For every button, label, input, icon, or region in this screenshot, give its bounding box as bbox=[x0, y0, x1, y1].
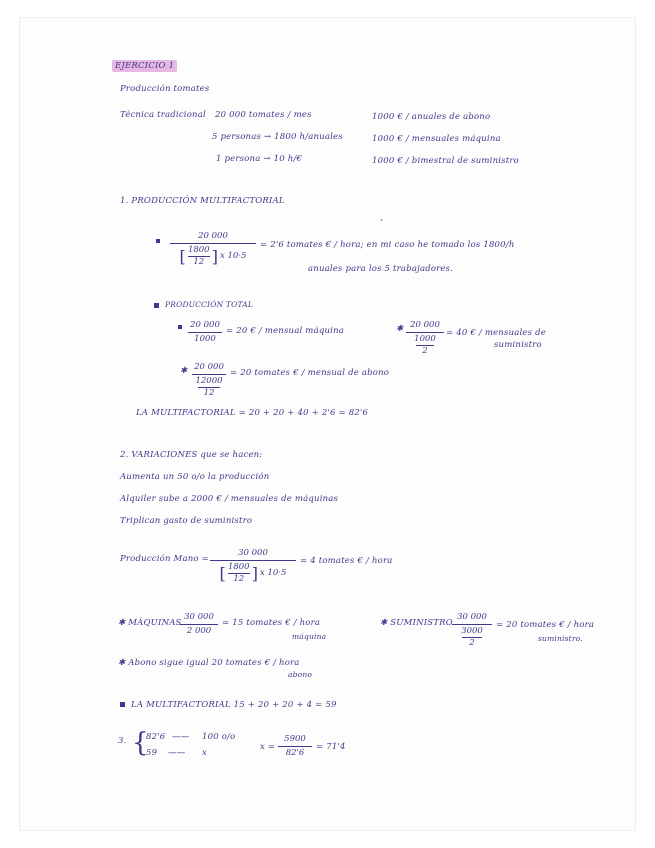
section2-title: 2. VARIACIONES que se hacen: bbox=[120, 450, 263, 460]
section3-brace: { bbox=[132, 728, 149, 758]
section1-bracket-den: 12 bbox=[193, 257, 205, 267]
section2-v3: Triplican gasto de suministro bbox=[120, 516, 253, 526]
section1-bullet bbox=[156, 236, 166, 246]
total-sum-result2: suministro bbox=[494, 340, 542, 350]
exercise-label: EJERCICIO 1 bbox=[112, 60, 177, 72]
section3-x-label: x = bbox=[260, 742, 276, 752]
section2-prod-result: = 4 tomates € / hora bbox=[300, 556, 393, 566]
total-sum-den-bot: 2 bbox=[422, 346, 428, 356]
intro-title: Producción tomates bbox=[120, 84, 210, 94]
total-multifactorial: LA MULTIFACTORIAL = 20 + 20 + 40 + 2'6 = 82'6 bbox=[136, 408, 369, 418]
section3-x-fraction bbox=[278, 734, 312, 759]
total-sum-result: = 40 € / mensuales de bbox=[446, 328, 546, 338]
total-abono-num: 20 000 bbox=[194, 362, 224, 372]
total-abono-den-top: 12000 bbox=[195, 376, 223, 386]
total-title: PRODUCCIÓN TOTAL bbox=[154, 300, 253, 309]
section3-num: 3. bbox=[118, 736, 127, 746]
section2-maq-result2: máquina bbox=[292, 632, 327, 641]
section1-result: = 2'6 tomates € / hora; en mi caso he tomado los 1800/h bbox=[260, 240, 515, 250]
section2-maq-num: 30 000 bbox=[184, 612, 214, 622]
section2-sum-fraction bbox=[452, 612, 492, 649]
section2-sum-result: = 20 tomates € / hora bbox=[496, 620, 595, 630]
intro-line3: 1 persona → 10 h/€ bbox=[216, 154, 303, 164]
section2-abono-line: ✱ Abono sigue igual 20 tomates € / hora bbox=[118, 658, 300, 668]
section2-prod-bracket-num: 1800 bbox=[227, 562, 250, 572]
section3-x-num: 5900 bbox=[284, 734, 306, 744]
section2-sum-den-bot: 2 bbox=[469, 638, 475, 648]
intro-tecnica: Técnica tradicional bbox=[120, 110, 206, 120]
section2-maq-fraction bbox=[180, 612, 218, 637]
total-abono-result: = 20 tomates € / mensual de abono bbox=[230, 368, 390, 378]
section2-v2: Alquiler sube a 2000 € / mensuales de máquinas bbox=[120, 494, 339, 504]
section3-row1-b: 100 o/o bbox=[202, 732, 236, 742]
intro-cost2: 1000 € / mensuales máquina bbox=[372, 134, 501, 144]
total-maq-den: 1000 bbox=[194, 334, 216, 344]
section1-bracket-tail: x 10·5 bbox=[220, 251, 247, 261]
section1-frac-den: [ 1800 12 ] x 10·5 bbox=[179, 245, 247, 267]
intro-line2: 5 personas → 1800 h/anuales bbox=[212, 132, 343, 142]
intro-cost1: 1000 € / anuales de abono bbox=[372, 112, 491, 122]
section2-maq-den: 2 000 bbox=[186, 626, 212, 636]
section3-x-den: 82'6 bbox=[285, 748, 305, 758]
total-abono-fraction bbox=[192, 362, 226, 399]
section1-bracket-num: 1800 bbox=[187, 245, 210, 255]
total-sum-den-top: 1000 bbox=[414, 334, 436, 344]
total-sum-bullet: ✱ bbox=[396, 324, 404, 334]
total-maq-bullet bbox=[178, 322, 188, 332]
intro-line1: 20 000 tomates / mes bbox=[215, 110, 312, 120]
section2-multifactorial: LA MULTIFACTORIAL 15 + 20 + 20 + 4 = 59 bbox=[120, 700, 337, 710]
section3-x-result: = 71'4 bbox=[316, 742, 346, 752]
section1-title: 1. PRODUCCIÓN MULTIFACTORIAL bbox=[120, 196, 285, 206]
section3-row2-a: 59 bbox=[146, 748, 158, 758]
section3-row2-dash: —— bbox=[168, 748, 186, 758]
section2-prod-label: Producción Mano = bbox=[120, 554, 209, 564]
section1-mark: ’ bbox=[380, 218, 383, 228]
paper-sheet bbox=[20, 18, 635, 830]
section2-sum-den-top: 3000 bbox=[461, 626, 483, 636]
section2-prod-fraction: 30 000 [ 1800 12 ] x 10·5 bbox=[210, 548, 296, 585]
section2-maq-label: ✱ MÁQUINAS bbox=[118, 618, 182, 628]
total-maq-result: = 20 € / mensual máquina bbox=[226, 326, 345, 336]
section3-row1-dash: —— bbox=[172, 732, 190, 742]
section3-row2-b: x bbox=[202, 748, 207, 758]
section2-sum-result2: suministro. bbox=[538, 634, 583, 643]
total-abono-den-bot: 12 bbox=[203, 388, 215, 398]
total-maq-fraction bbox=[188, 320, 222, 345]
total-sum-num: 20 000 bbox=[410, 320, 440, 330]
section1-frac-num: 20 000 bbox=[198, 231, 228, 241]
section2-sum-num: 30 000 bbox=[457, 612, 487, 622]
section2-prod-num: 30 000 bbox=[238, 548, 268, 558]
section3-row1-a: 82'6 bbox=[146, 732, 166, 742]
section2-v1: Aumenta un 50 o/o la producción bbox=[120, 472, 270, 482]
section1-result2: anuales para los 5 trabajadores. bbox=[308, 264, 454, 274]
total-abono-bullet: ✱ bbox=[180, 366, 188, 376]
section2-sum-label: ✱ SUMINISTRO bbox=[380, 618, 453, 628]
section2-prod-bracket-den: 12 bbox=[233, 574, 245, 584]
section1-fraction bbox=[170, 231, 256, 268]
intro-cost3: 1000 € / bimestral de suministro bbox=[372, 156, 519, 166]
total-sum-fraction bbox=[406, 320, 444, 357]
section2-maq-result: = 15 tomates € / hora bbox=[222, 618, 321, 628]
total-maq-num: 20 000 bbox=[190, 320, 220, 330]
section2-prod-tail: x 10·5 bbox=[260, 568, 287, 578]
section2-abono-line2: abono bbox=[288, 670, 313, 679]
